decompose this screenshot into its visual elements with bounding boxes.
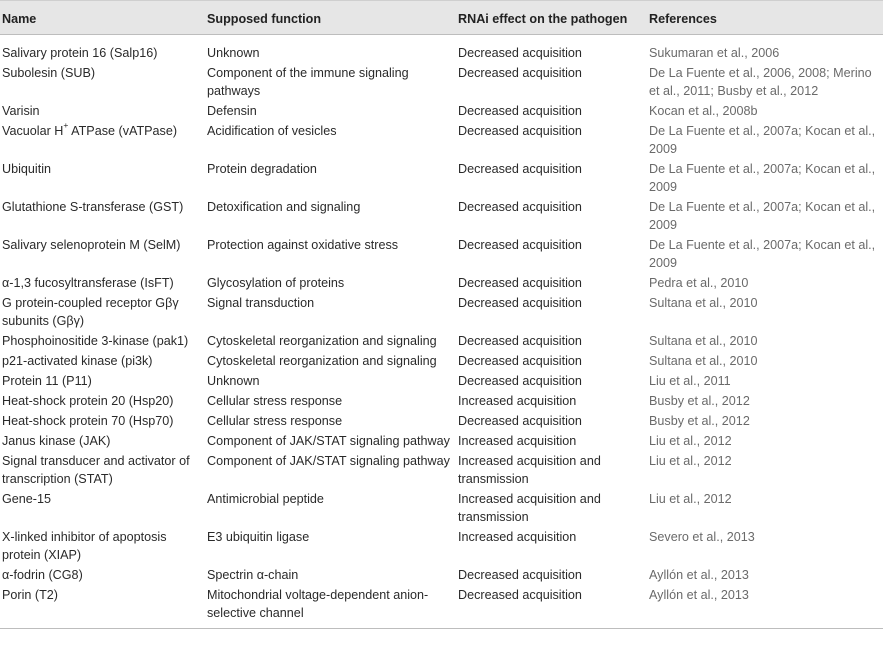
cell-references: Sultana et al., 2010: [649, 334, 758, 348]
table-row: [0, 332, 883, 352]
cell-name: X-linked inhibitor of apoptosis protein (XIAP): [2, 530, 167, 562]
cell-effect: Decreased acquisition: [458, 104, 582, 118]
cell-function: Protein degradation: [207, 162, 317, 176]
cell-references: De La Fuente et al., 2007a; Kocan et al., 2009: [649, 162, 876, 194]
cell-effect: Decreased acquisition: [458, 568, 582, 582]
table-body: [0, 35, 883, 629]
cell-references: Sukumaran et al., 2006: [649, 46, 780, 60]
cell-references: De La Fuente et al., 2007a; Kocan et al., 2009: [649, 200, 876, 232]
cell-effect: Increased acquisition and transmission: [458, 492, 601, 524]
cell-effect: Increased acquisition and transmission: [458, 454, 601, 486]
cell-references: Ayllón et al., 2013: [649, 568, 749, 582]
cell-name: α-1,3 fucosyltransferase (IsFT): [2, 276, 174, 290]
header-effect: RNAi effect on the pathogen: [458, 1, 649, 35]
header-references: References: [649, 1, 883, 35]
cell-effect: Decreased acquisition: [458, 586, 649, 629]
table-row: [0, 160, 883, 198]
cell-references: Pedra et al., 2010: [649, 276, 749, 290]
cell-name: Heat-shock protein 70 (Hsp70): [2, 414, 174, 428]
cell-function: E3 ubiquitin ligase: [207, 530, 310, 544]
table-row: [0, 490, 883, 528]
cell-name: Salivary protein 16 (Salp16): [2, 46, 158, 60]
cell-references: Busby et al., 2012: [649, 394, 750, 408]
cell-effect: Decreased acquisition: [458, 124, 582, 138]
table-row: [0, 198, 883, 236]
table-row: [0, 392, 883, 412]
table-row: [0, 294, 883, 332]
table-row: [0, 64, 883, 102]
cell-effect: Decreased acquisition: [458, 46, 582, 60]
cell-name: p21-activated kinase (pi3k): [2, 354, 153, 368]
cell-references: Liu et al., 2011: [649, 374, 731, 388]
cell-references: De La Fuente et al., 2007a; Kocan et al., 2009: [649, 124, 876, 156]
cell-name: Gene-15: [2, 492, 52, 506]
cell-function: Cytoskeletal reorganization and signaling: [207, 334, 437, 348]
table-row: [0, 122, 883, 160]
cell-name: Ubiquitin: [2, 162, 52, 176]
cell-references: Liu et al., 2012: [649, 454, 732, 468]
header-name: Name: [0, 1, 207, 35]
cell-effect: Increased acquisition: [458, 434, 577, 448]
table-row: [0, 274, 883, 294]
cell-function: Acidification of vesicles: [207, 124, 337, 138]
cell-effect: Decreased acquisition: [458, 276, 582, 290]
cell-function: Component of JAK/STAT signaling pathway: [207, 454, 450, 468]
cell-effect: Decreased acquisition: [458, 414, 582, 428]
cell-effect: Decreased acquisition: [458, 374, 582, 388]
cell-function: Mitochondrial voltage-dependent anion-selective channel: [207, 586, 458, 629]
table-row: [0, 352, 883, 372]
cell-name: Glutathione S-transferase (GST): [2, 200, 184, 214]
table-row: [0, 102, 883, 122]
header-function: Supposed function: [207, 1, 458, 35]
cell-name: α-fodrin (CG8): [2, 568, 83, 582]
cell-references: Busby et al., 2012: [649, 414, 750, 428]
cell-references: De La Fuente et al., 2007a; Kocan et al., 2009: [649, 238, 876, 270]
name-text: ATPase (vATPase): [68, 124, 178, 138]
cell-effect: Decreased acquisition: [458, 162, 582, 176]
cell-function: Signal transduction: [207, 296, 315, 310]
cell-name: [0, 119, 207, 160]
table-row: [0, 566, 883, 586]
cell-effect: Increased acquisition: [458, 530, 577, 544]
cell-function: Component of JAK/STAT signaling pathway: [207, 434, 450, 448]
cell-references: Sultana et al., 2010: [649, 354, 758, 368]
cell-function: Glycosylation of proteins: [207, 276, 345, 290]
cell-references: Liu et al., 2012: [649, 492, 732, 506]
cell-name: Signal transducer and activator of transcription (STAT): [2, 454, 190, 486]
table-row: [0, 528, 883, 566]
cell-function: Detoxification and signaling: [207, 200, 361, 214]
table-header: [0, 1, 883, 35]
name-text: Vacuolar H: [2, 124, 64, 138]
cell-name: Varisin: [2, 104, 40, 118]
cell-references: Ayllón et al., 2013: [649, 586, 883, 629]
table-row: [0, 412, 883, 432]
header-row: [0, 1, 883, 35]
cell-effect: Decreased acquisition: [458, 334, 582, 348]
table-row: [0, 372, 883, 392]
superscript-plus: +: [63, 119, 69, 130]
cell-references: Sultana et al., 2010: [649, 296, 758, 310]
cell-effect: Decreased acquisition: [458, 354, 582, 368]
table-row: [0, 586, 883, 629]
table-row: [0, 432, 883, 452]
cell-function: Defensin: [207, 104, 257, 118]
cell-name: Phosphoinositide 3-kinase (pak1): [2, 334, 189, 348]
cell-effect: Increased acquisition: [458, 394, 577, 408]
cell-name: Salivary selenoprotein M (SelM): [2, 238, 181, 252]
cell-name: Subolesin (SUB): [2, 66, 96, 80]
cell-function: Component of the immune signaling pathways: [207, 66, 409, 98]
table-row: [0, 35, 883, 65]
cell-function: Protection against oxidative stress: [207, 238, 399, 252]
cell-name: Protein 11 (P11): [2, 374, 92, 388]
cell-references: Severo et al., 2013: [649, 530, 755, 544]
cell-effect: Decreased acquisition: [458, 296, 582, 310]
cell-function: Unknown: [207, 374, 260, 388]
cell-references: De La Fuente et al., 2006, 2008; Merino et al., 2011; Busby et al., 2012: [649, 66, 872, 98]
cell-function: Cellular stress response: [207, 394, 343, 408]
cell-function: Cytoskeletal reorganization and signaling: [207, 354, 437, 368]
cell-function: Spectrin α-chain: [207, 568, 299, 582]
cell-references: Liu et al., 2012: [649, 434, 732, 448]
cell-references: Kocan et al., 2008b: [649, 104, 758, 118]
cell-name: G protein-coupled receptor Gβγ subunits (Gβγ): [2, 296, 179, 328]
cell-name: Heat-shock protein 20 (Hsp20): [2, 394, 174, 408]
cell-function: Antimicrobial peptide: [207, 492, 324, 506]
cell-effect: Decreased acquisition: [458, 200, 582, 214]
cell-function: Cellular stress response: [207, 414, 343, 428]
cell-name: Janus kinase (JAK): [2, 434, 111, 448]
cell-function: Unknown: [207, 46, 260, 60]
table-row: [0, 452, 883, 490]
cell-effect: Decreased acquisition: [458, 238, 582, 252]
table-row: [0, 236, 883, 274]
cell-name: Porin (T2): [0, 586, 207, 629]
cell-effect: Decreased acquisition: [458, 66, 582, 80]
